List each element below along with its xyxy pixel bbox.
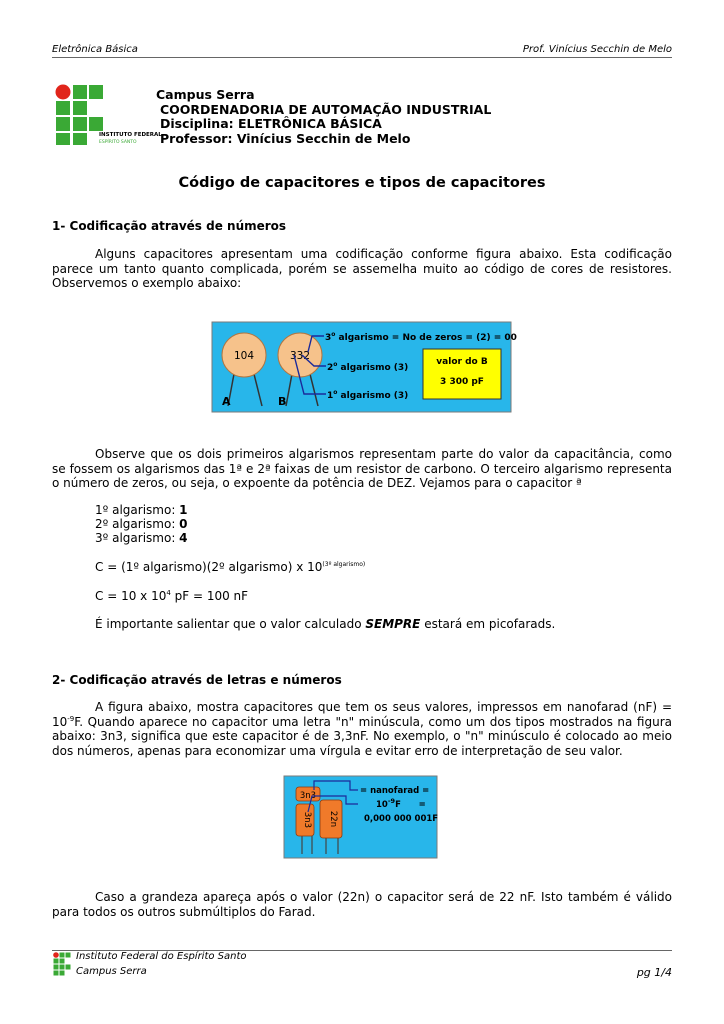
- logo-text-2: ESPÍRITO SANTO: [99, 140, 137, 145]
- emphasis-sempre: SEMPRE: [365, 617, 421, 631]
- campus-name: Campus Serra: [156, 87, 255, 102]
- capacitor-letter-code-figure: [284, 776, 437, 858]
- digit3-annotation: 3$^o$ algarismo = No de zeros = (2) = 00: [325, 331, 517, 343]
- capacitor-3n3-vertical-label: 3n3: [302, 811, 312, 829]
- institute-logo: [55, 84, 162, 146]
- section1-heading: 1- Codificação através de números: [52, 219, 287, 233]
- page-title: Código de capacitores e tipos de capacitores: [178, 175, 546, 191]
- digit1-annotation: 1$^o$ algarismo (3): [327, 389, 409, 401]
- capacitor-22n-label: 22n: [328, 810, 338, 828]
- institution-block: [156, 87, 492, 146]
- logo-text-1: INSTITUTO FEDERAL: [99, 132, 162, 138]
- section2-paragraph: A figura abaixo, mostra capacitores que tem os seus valores, impressos em nanofarad $(nF) = 10^{-9}F$. Quando aparece no capacitor uma letra "n" minúscula, como um dos tipos mostrados na figura abaixo: 3n3, significa que este capacitor é de 3,3nF. No exemplo, o "n" minúsculo é colocado ao meio dos números, apenas para economizar uma vírgula e evitar erro de interpretação de seu valor.: [52, 700, 672, 758]
- discipline-name: Disciplina: ELETRÔNICA BÁSICA: [160, 116, 382, 131]
- running-header-left: Eletrônica Básica: [52, 44, 138, 55]
- header-rule: [52, 57, 672, 58]
- section2-heading: 2- Codificação através de letras e números: [52, 673, 342, 687]
- digit1-value: 1: [179, 503, 188, 517]
- running-header-right: Prof. Vinícius Secchin de Melo: [522, 44, 672, 55]
- page-number: pg 1/4: [636, 966, 672, 979]
- capacitor-number-code-figure: [212, 322, 517, 412]
- capacitor-a-code: 104: [233, 350, 255, 362]
- formula-general: C = (1º algarismo)(2º algarismo) x $10^{(3º algarismo)}$: [95, 560, 366, 574]
- value-box-title: valor do B: [436, 357, 488, 367]
- section2-closing: Caso a grandeza apareça após o valor (22n) o capacitor será de 22 nF. Isto também é válido para todos os outros submúltiplos do Farad.: [52, 890, 672, 919]
- capacitor-b-code: 332: [289, 350, 311, 362]
- digit2-value: 0: [179, 517, 188, 531]
- formula-example: C = 10 x $10^4$ pF = 100 nF: [95, 589, 249, 603]
- nanofarad-label: = nanofarad =: [360, 786, 430, 796]
- footer-campus: Campus Serra: [76, 966, 147, 977]
- value-box-value: 3 300 pF: [440, 377, 484, 387]
- coordination-name: COORDENADORIA DE AUTOMAÇÃO INDUSTRIAL: [160, 101, 492, 117]
- section1-explanation: Observe que os dois primeiros algarismos representam parte do valor da capacitância, como se fossem os algarismos das 1ª e 2ª faixas de um resistor de carbono. O terceiro algarismo representa o número de zeros, ou seja, o expoente da potência de DEZ. Vejamos para o capacitor ª: [52, 447, 672, 490]
- footer-logo: [53, 952, 71, 977]
- digit1-line: 1º algarismo: 1: [95, 503, 188, 517]
- nanofarad-decimal: 0,000 000 001F: [364, 814, 439, 824]
- digit2-annotation: 2$^o$ algarismo (3): [327, 361, 409, 373]
- section1-intro: Alguns capacitores apresentam uma codificação conforme figura abaixo. Esta codificação parece um tanto quanto complicada, porém se assemelha muito ao código de cores de resistores. Observemos o exemplo abaixo:: [52, 247, 672, 290]
- digit3-value: 4: [179, 531, 188, 545]
- digit2-line: 2º algarismo: 0: [95, 517, 188, 531]
- capacitor-3n3-horizontal-label: 3n3: [299, 791, 317, 801]
- digit3-line: 3º algarismo: 4: [95, 531, 188, 545]
- footer-institute: Instituto Federal do Espírito Santo: [76, 951, 247, 962]
- picofarad-note: É importante salientar que o valor calculado SEMPRE estará em picofarads.: [95, 617, 556, 631]
- professor-name: Professor: Vinícius Secchin de Melo: [160, 130, 411, 146]
- label-b: B: [278, 395, 287, 408]
- label-a: A: [222, 395, 231, 408]
- nanofarad-power: $10^{-9}F$ =: [376, 797, 426, 810]
